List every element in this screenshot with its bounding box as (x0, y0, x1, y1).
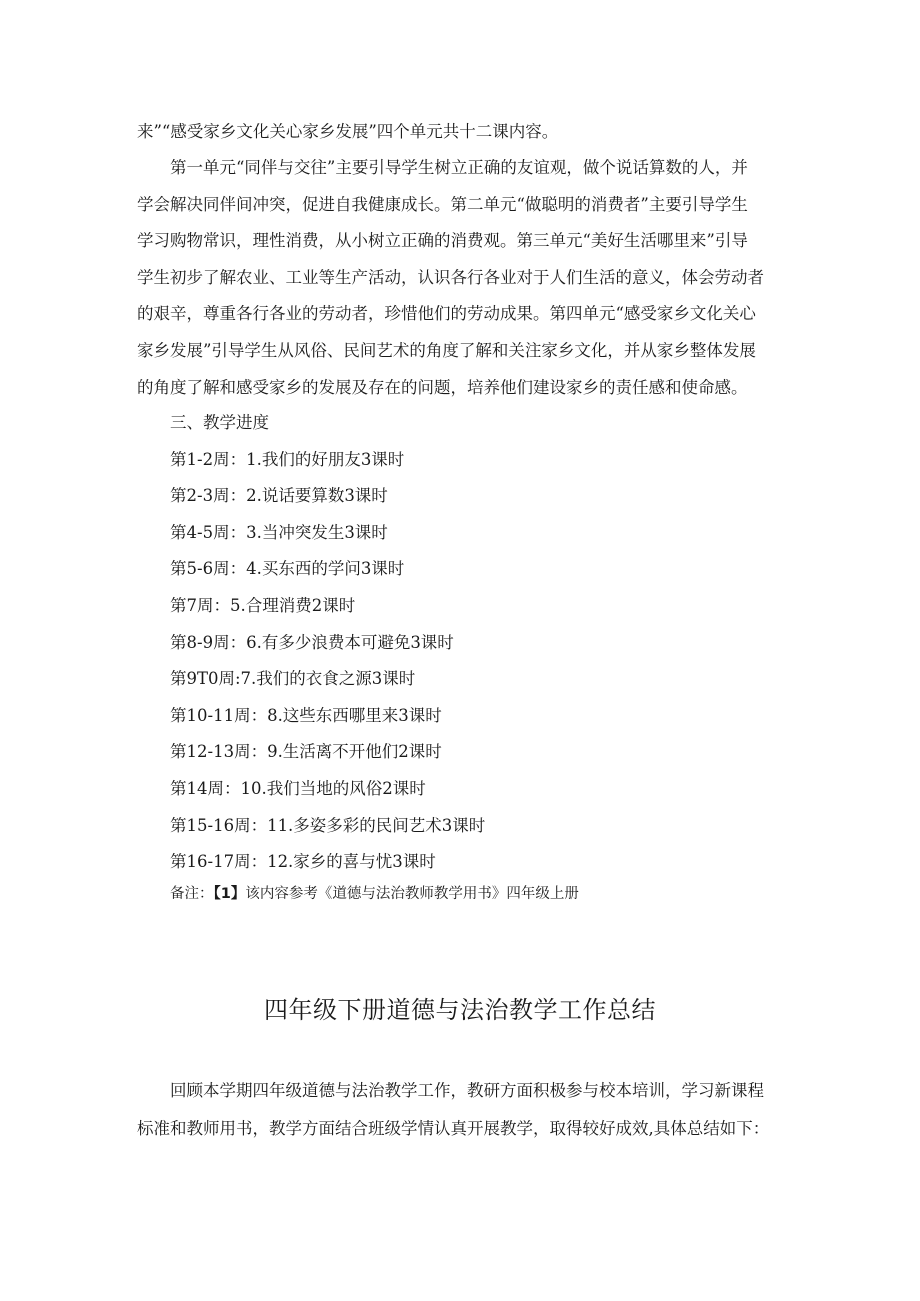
paragraph-line: 学会解决同伴间冲突，促进自我健康成长。第二单元“做聪明的消费者”主要引导学生 (137, 194, 748, 214)
schedule-item: 第1-2周：1.我们的好朋友3课时 (170, 449, 405, 469)
paragraph-line: 标准和教师用书，教学方面结合班级学情认真开展教学，取得较好成效,具体总结如下： (137, 1119, 770, 1138)
paragraph-line: 学生初步了解农业、工业等生产活动，认识各行各业对于人们生活的意义，体会劳动者 (137, 267, 764, 287)
footnote-prefix: 备注： (170, 886, 214, 902)
schedule-item: 第14周：10.我们当地的风俗2课时 (170, 778, 426, 798)
summary-title: 四年级下册道德与法治教学工作总结 (264, 996, 656, 1024)
schedule-item: 第16-17周：12.家乡的喜与忧3课时 (170, 852, 436, 872)
schedule-item: 第2-3周：2.说话要算数3课时 (170, 486, 388, 506)
paragraph-line: 回顾本学期四年级道德与法治教学工作，教研方面积极参与校本培训，学习新课程 (170, 1081, 764, 1100)
schedule-item: 第10-11周：8.这些东西哪里来3课时 (170, 705, 442, 725)
footnote (170, 884, 579, 904)
schedule-item: 第9T0周:7.我们的衣食之源3课时 (170, 669, 416, 689)
schedule-item: 第4-5周：3.当冲突发生3课时 (170, 522, 388, 542)
unit-description-paragraph (137, 150, 797, 406)
schedule-item: 第15-16周：11.多姿多彩的民间艺术3课时 (170, 815, 486, 835)
intro-tail-line: 来”“感受家乡文化关心家乡发展”四个单元共十二课内容。 (137, 122, 559, 141)
paragraph-line: 的角度了解和感受家乡的发展及存在的问题，培养他们建设家乡的责任感和使命感。 (137, 377, 748, 397)
paragraph-line: 家乡发展”引导学生从风俗、民间艺术的角度了解和关注家乡文化，并从家乡整体发展 (137, 340, 756, 360)
paragraph-line: 第一单元“同伴与交往”主要引导学生树立正确的友谊观，做个说话算数的人，并 (170, 158, 748, 177)
summary-paragraph (137, 1072, 797, 1148)
schedule-item: 第7周：5.合理消费2课时 (170, 595, 356, 615)
schedule-item: 第12-13周：9.生活离不开他们2课时 (170, 742, 442, 762)
section-heading: 三、教学进度 (170, 413, 269, 432)
schedule-item: 第8-9周：6.有多少浪费本可避免3课时 (170, 632, 454, 652)
paragraph-line: 的艰辛，尊重各行各业的劳动者，珍惜他们的劳动成果。第四单元“感受家乡文化关心 (137, 304, 756, 324)
footnote-marker: 【1】 (213, 886, 246, 902)
footnote-text: 该内容参考《道德与法治教师教学用书》四年级上册 (245, 886, 579, 902)
schedule-section (137, 405, 797, 881)
paragraph-line: 学习购物常识，理性消费，从小树立正确的消费观。第三单元“美好生活哪里来”引导 (137, 231, 748, 251)
schedule-item: 第5-6周：4.买东西的学问3课时 (170, 559, 405, 579)
